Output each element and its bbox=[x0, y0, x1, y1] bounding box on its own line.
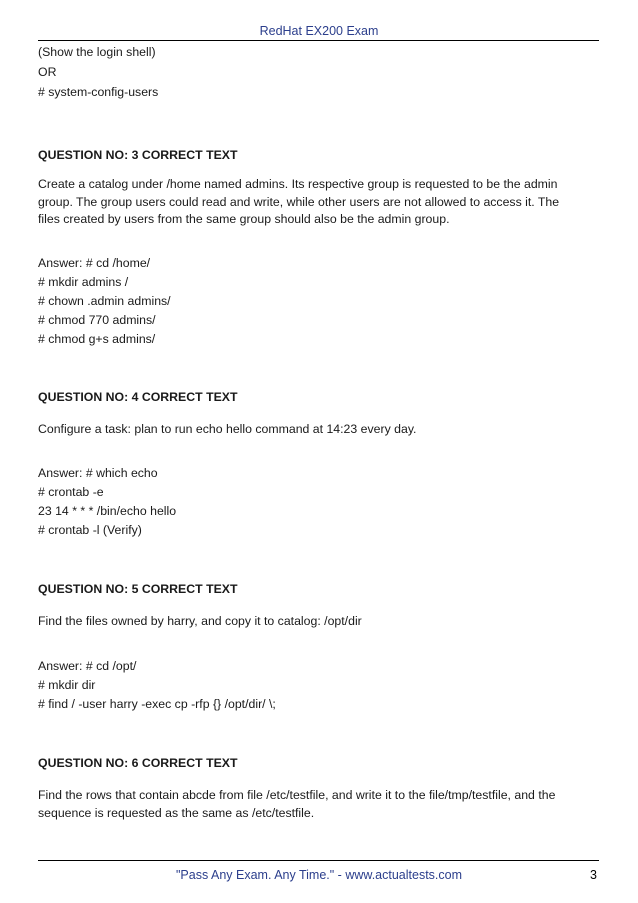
question-5-body-line: Find the files owned by harry, and copy it to catalog: /opt/dir bbox=[38, 614, 362, 628]
intro-line: (Show the login shell) bbox=[38, 45, 156, 59]
header-divider bbox=[38, 40, 599, 41]
intro-line: # system-config-users bbox=[38, 85, 159, 99]
question-3-body-line: files created by users from the same group should also be the admin group. bbox=[38, 212, 450, 226]
question-4-answer-line: 23 14 * * * /bin/echo hello bbox=[38, 504, 177, 518]
question-4-body-line: Configure a task: plan to run echo hello command at 14:23 every day. bbox=[38, 422, 417, 436]
question-6-body-line: Find the rows that contain abcde from file /etc/testfile, and write it to the file/tmp/testfile, and the bbox=[38, 788, 556, 802]
question-5-answer-line: Answer: # cd /opt/ bbox=[38, 659, 137, 673]
question-3-answer-line: # chmod 770 admins/ bbox=[38, 313, 156, 327]
intro-line: OR bbox=[38, 65, 57, 79]
question-3-heading: QUESTION NO: 3 CORRECT TEXT bbox=[38, 148, 238, 162]
question-4-answer-line: # crontab -e bbox=[38, 485, 104, 499]
page-header-title: RedHat EX200 Exam bbox=[259, 24, 379, 38]
footer-divider bbox=[38, 860, 599, 861]
question-6-heading: QUESTION NO: 6 CORRECT TEXT bbox=[38, 756, 238, 770]
question-5-heading: QUESTION NO: 5 CORRECT TEXT bbox=[38, 582, 238, 596]
question-5-answer-line: # mkdir dir bbox=[38, 678, 96, 692]
question-3-answer-line: # chown .admin admins/ bbox=[38, 294, 171, 308]
question-3-answer-line: # mkdir admins / bbox=[38, 275, 129, 289]
question-3-body-line: group. The group users could read and write, while other users are not allowed to access it. The bbox=[38, 195, 560, 209]
question-4-heading: QUESTION NO: 4 CORRECT TEXT bbox=[38, 390, 238, 404]
footer-tagline: "Pass Any Exam. Any Time." - www.actualtests.com bbox=[175, 868, 463, 882]
question-3-body-line: Create a catalog under /home named admins. Its respective group is requested to be the admin bbox=[38, 177, 558, 191]
question-4-answer-line: Answer: # which echo bbox=[38, 466, 158, 480]
question-5-answer-line: # find / -user harry -exec cp -rfp {} /opt/dir/ \; bbox=[38, 697, 276, 711]
question-3-answer-line: # chmod g+s admins/ bbox=[38, 332, 156, 346]
question-4-answer-line: # crontab -l (Verify) bbox=[38, 523, 142, 537]
question-6-body-line: sequence is requested as the same as /etc/testfile. bbox=[38, 806, 315, 820]
page-number: 3 bbox=[590, 868, 597, 882]
question-3-answer-line: Answer: # cd /home/ bbox=[38, 256, 151, 270]
